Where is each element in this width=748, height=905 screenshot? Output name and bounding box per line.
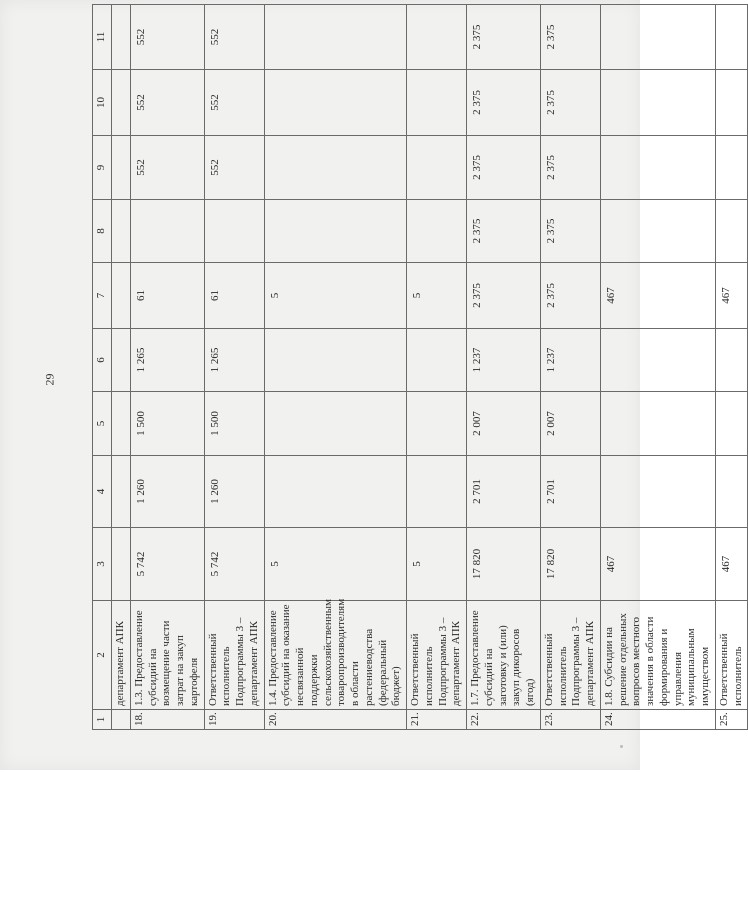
table-row: [407, 5, 467, 730]
header-cell: 2: [93, 601, 112, 710]
budget-table: [92, 4, 748, 730]
row-number-cell: 23.: [540, 710, 600, 730]
row-name-cell: Ответственный исполнитель: [715, 601, 748, 710]
row-number-cell: 25.: [715, 710, 748, 730]
value-cell: 2 375: [467, 200, 541, 263]
value-cell: [264, 5, 407, 70]
value-cell: 1 500: [130, 392, 204, 456]
value-cell: [407, 200, 467, 263]
row-name-cell: Ответственный исполнитель Подпрограммы 3 – департамент АПК: [407, 601, 467, 710]
value-cell: [715, 392, 748, 456]
table-row: [467, 5, 541, 730]
header-cell: 1: [93, 710, 112, 730]
value-cell: 2 007: [540, 392, 600, 456]
table-row: [540, 5, 600, 730]
value-cell: 2 007: [467, 392, 541, 456]
value-cell: [600, 392, 715, 456]
value-cell: [600, 329, 715, 392]
value-cell: 1 500: [204, 392, 264, 456]
value-cell: [715, 456, 748, 528]
row-name-cell: 1.7. Предоставление субсидий на заготовку и (или) закуп дикоросов (ягод): [467, 601, 541, 710]
value-cell: 552: [204, 5, 264, 70]
value-cell: 61: [130, 263, 204, 329]
table-row: [130, 5, 204, 730]
value-cell: 5 742: [130, 528, 204, 601]
value-cell: 1 265: [130, 329, 204, 392]
value-cell: [600, 136, 715, 200]
value-cell: 2 701: [467, 456, 541, 528]
value-cell: [715, 200, 748, 263]
value-cell: [112, 456, 131, 528]
rotated-table-wrapper: [92, 5, 744, 730]
value-cell: [600, 200, 715, 263]
header-cell: 5: [93, 392, 112, 456]
row-name-cell: Ответственный исполнитель Подпрограммы 3 – департамент АПК: [540, 601, 600, 710]
value-cell: 17 820: [467, 528, 541, 601]
value-cell: 2 701: [540, 456, 600, 528]
value-cell: [130, 200, 204, 263]
value-cell: [112, 70, 131, 136]
header-cell: 6: [93, 329, 112, 392]
header-cell: 3: [93, 528, 112, 601]
page-number: 29: [42, 373, 57, 386]
row-name-cell: департамент АПК: [112, 601, 131, 710]
header-cell: 7: [93, 263, 112, 329]
value-cell: [264, 136, 407, 200]
header-cell: 10: [93, 70, 112, 136]
table-row: [715, 5, 748, 730]
value-cell: [264, 329, 407, 392]
value-cell: [407, 70, 467, 136]
value-cell: 5: [407, 263, 467, 329]
table-row: [600, 5, 715, 730]
value-cell: [264, 200, 407, 263]
table-row: [204, 5, 264, 730]
value-cell: 2 375: [540, 200, 600, 263]
value-cell: [112, 263, 131, 329]
row-number-cell: 21.: [407, 710, 467, 730]
value-cell: [112, 392, 131, 456]
row-number-cell: [112, 710, 131, 730]
value-cell: 552: [204, 70, 264, 136]
scan-speck: [620, 745, 623, 748]
value-cell: [600, 5, 715, 70]
value-cell: 1 237: [467, 329, 541, 392]
value-cell: 467: [600, 263, 715, 329]
value-cell: 2 375: [540, 70, 600, 136]
value-cell: [264, 70, 407, 136]
value-cell: [407, 456, 467, 528]
value-cell: [407, 5, 467, 70]
value-cell: 5: [264, 528, 407, 601]
value-cell: 552: [130, 5, 204, 70]
row-number-cell: 18.: [130, 710, 204, 730]
value-cell: 2 375: [467, 136, 541, 200]
value-cell: [407, 136, 467, 200]
value-cell: 2 375: [540, 136, 600, 200]
header-cell: 9: [93, 136, 112, 200]
row-number-cell: 24.: [600, 710, 715, 730]
value-cell: 552: [130, 136, 204, 200]
value-cell: 2 375: [467, 70, 541, 136]
value-cell: [600, 456, 715, 528]
row-number-cell: 22.: [467, 710, 541, 730]
value-cell: 2 375: [467, 263, 541, 329]
value-cell: [112, 136, 131, 200]
header-row: [93, 5, 112, 730]
value-cell: 17 820: [540, 528, 600, 601]
value-cell: [715, 136, 748, 200]
value-cell: [715, 5, 748, 70]
value-cell: 1 260: [130, 456, 204, 528]
header-cell: 4: [93, 456, 112, 528]
row-name-cell: Ответственный исполнитель Подпрограммы 3 – департамент АПК: [204, 601, 264, 710]
value-cell: 5: [407, 528, 467, 601]
continuation-row: [112, 5, 131, 730]
row-name-cell: 1.3. Предоставление субсидий на возмещение части затрат на закуп картофеля: [130, 601, 204, 710]
value-cell: [715, 70, 748, 136]
value-cell: [112, 5, 131, 70]
value-cell: 552: [130, 70, 204, 136]
row-number-cell: 19.: [204, 710, 264, 730]
value-cell: [600, 70, 715, 136]
row-name-cell: 1.8. Субсидии на решение отдельных вопросов местного значения в области формирования и управления муниципальным имуществом: [600, 601, 715, 710]
value-cell: 467: [715, 528, 748, 601]
value-cell: 2 375: [540, 263, 600, 329]
value-cell: 1 237: [540, 329, 600, 392]
value-cell: 467: [715, 263, 748, 329]
value-cell: 2 375: [540, 5, 600, 70]
table-row: [264, 5, 407, 730]
value-cell: 61: [204, 263, 264, 329]
value-cell: [264, 456, 407, 528]
value-cell: [407, 329, 467, 392]
value-cell: 2 375: [467, 5, 541, 70]
value-cell: [112, 528, 131, 601]
value-cell: [204, 200, 264, 263]
value-cell: [715, 329, 748, 392]
value-cell: 1 260: [204, 456, 264, 528]
value-cell: [112, 329, 131, 392]
value-cell: 5 742: [204, 528, 264, 601]
header-cell: 8: [93, 200, 112, 263]
value-cell: 552: [204, 136, 264, 200]
value-cell: [407, 392, 467, 456]
value-cell: 1 265: [204, 329, 264, 392]
value-cell: [112, 200, 131, 263]
value-cell: 467: [600, 528, 715, 601]
header-cell: 11: [93, 5, 112, 70]
value-cell: [264, 392, 407, 456]
row-number-cell: 20.: [264, 710, 407, 730]
row-name-cell: 1.4. Предоставление субсидий на оказание несвязанной поддержки сельскохозяйственным товаропроизводителям в области растениеводства (федеральный бюджет): [264, 601, 407, 710]
value-cell: 5: [264, 263, 407, 329]
